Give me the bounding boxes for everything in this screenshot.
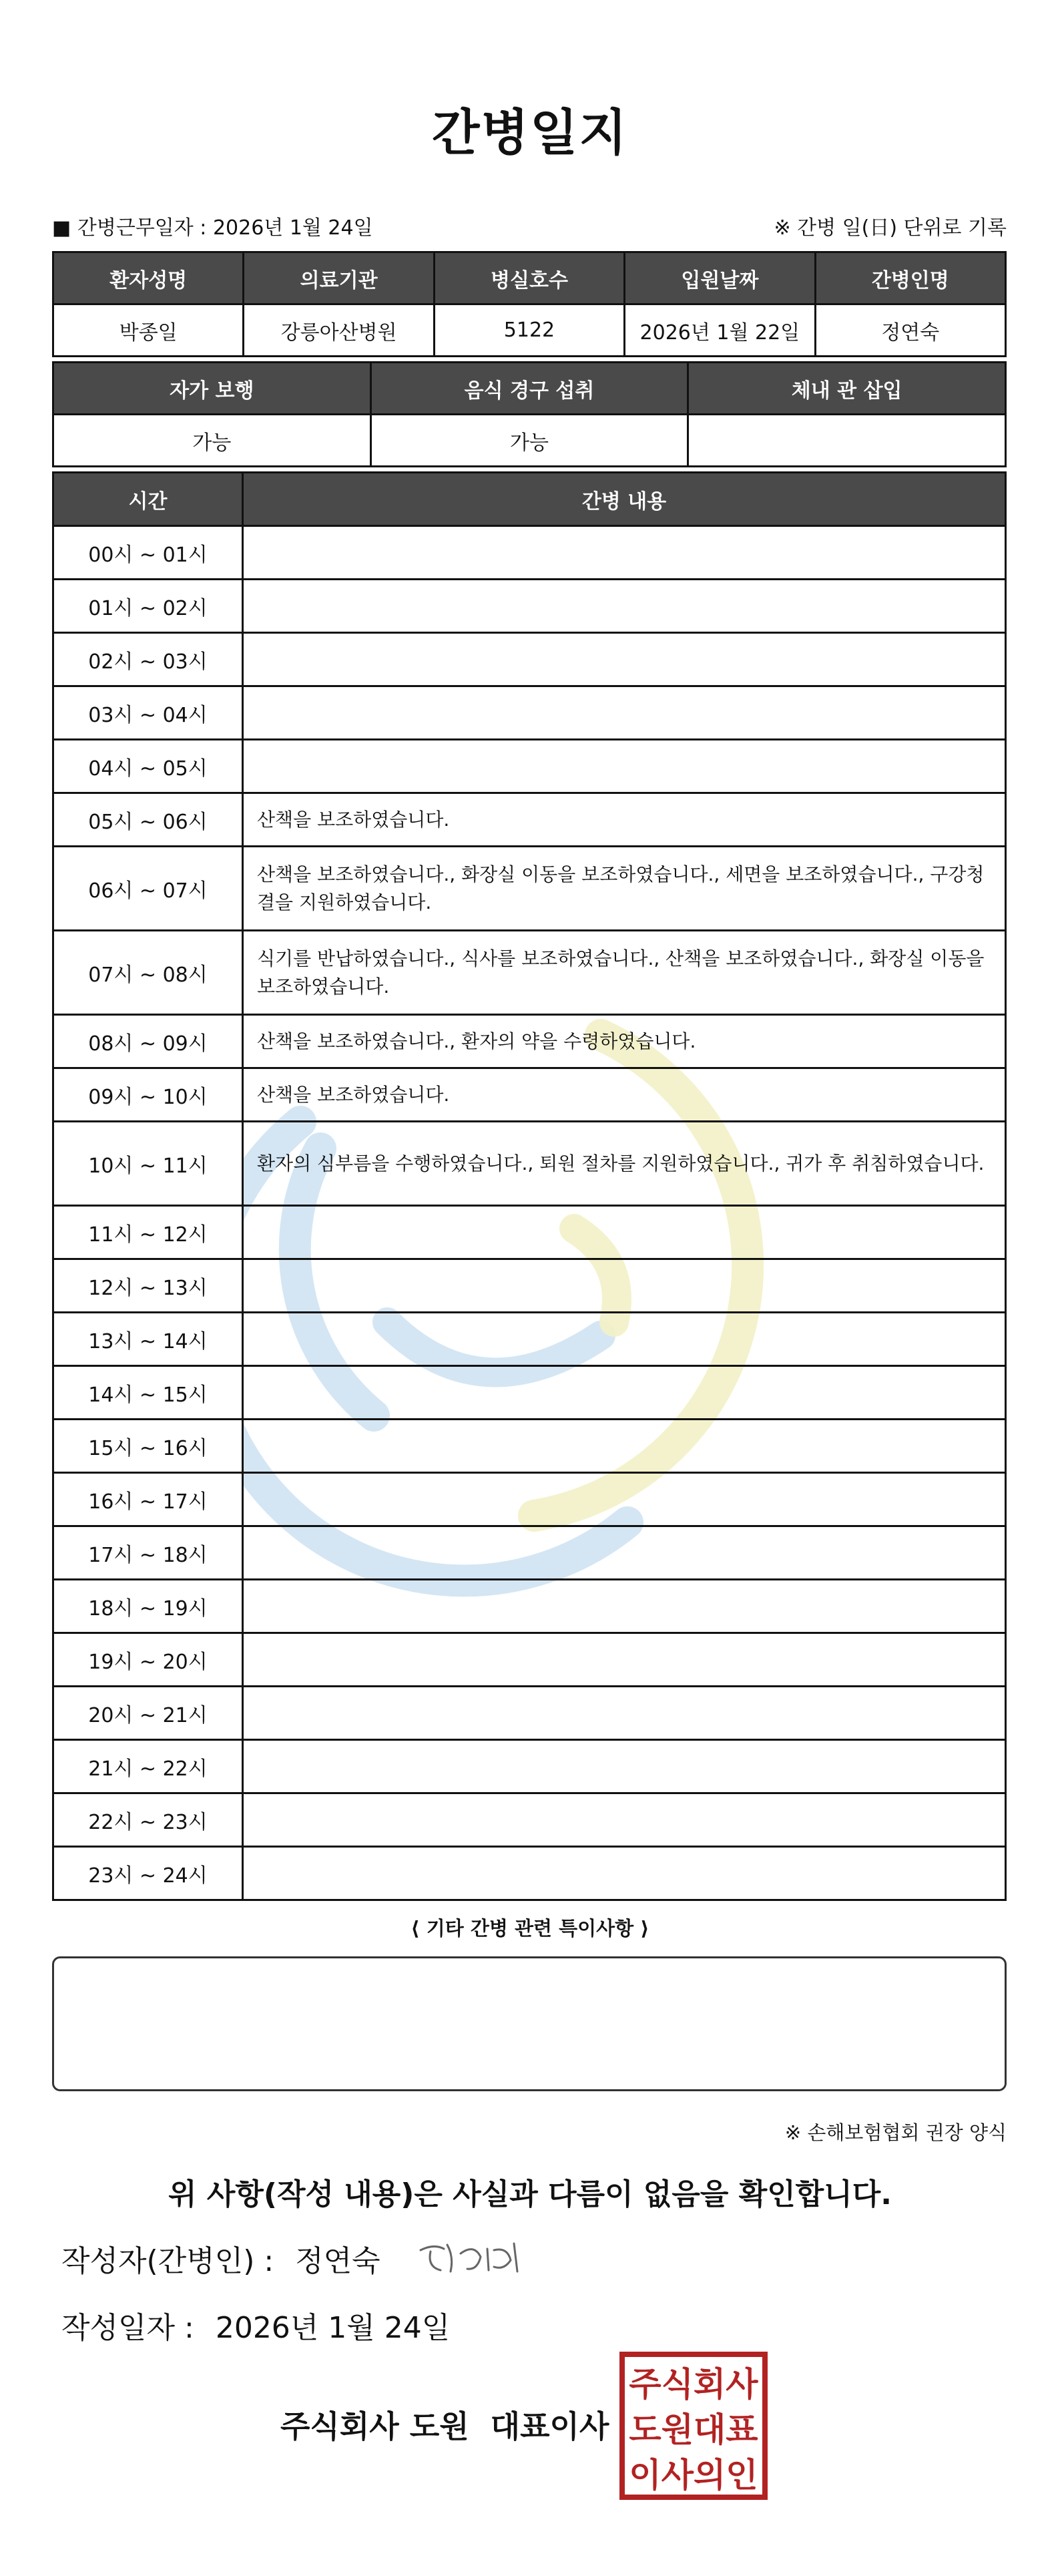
log-content [243,1633,1006,1687]
confirmation-statement: 위 사항(작성 내용)은 사실과 다름이 없음을 확인합니다. [168,2177,892,2211]
log-content [243,1420,1006,1473]
log-content [243,1313,1006,1366]
header-admission-date: 입원날짜 [625,252,815,304]
log-time: 21시 ~ 22시 [53,1740,243,1793]
log-content [243,526,1006,580]
log-row [53,1366,1006,1420]
log-time: 09시 ~ 10시 [53,1068,243,1122]
log-content [243,740,1006,793]
notes-box [52,1956,1007,2091]
log-row [53,1259,1006,1313]
log-time: 07시 ~ 08시 [53,931,243,1015]
log-content: 환자의 심부름을 수행하였습니다., 퇴원 절차를 지원하였습니다., 귀가 후 취침하였습니다. [243,1122,1006,1206]
care-log-table [52,471,1007,1901]
log-content: 산책을 보조하였습니다., 화장실 이동을 보조하였습니다., 세면을 보조하였습니다., 구강청결을 지원하였습니다. [243,847,1006,931]
log-content [243,633,1006,686]
log-content: 식기를 반납하였습니다., 식사를 보조하였습니다., 산책을 보조하였습니다., 화장실 이동을 보조하였습니다. [243,931,1006,1015]
log-row [53,1847,1006,1900]
patient-info-table [52,251,1007,357]
log-row [53,1473,1006,1526]
log-content [243,580,1006,633]
log-time: 23시 ~ 24시 [53,1847,243,1900]
meta-row [52,212,1007,239]
log-row [53,580,1006,633]
log-time: 08시 ~ 09시 [53,1015,243,1068]
log-row [53,847,1006,931]
log-time: 04시 ~ 05시 [53,740,243,793]
log-time: 10시 ~ 11시 [53,1122,243,1206]
company-representative: 주식회사 도원 대표이사 [280,2408,609,2444]
log-row [53,1740,1006,1793]
log-time: 00시 ~ 01시 [53,526,243,580]
log-row [53,1580,1006,1633]
log-body [53,526,1006,1900]
written-date-line [61,2304,450,2346]
log-row [53,633,1006,686]
company-seal-icon [618,2350,769,2501]
log-time: 11시 ~ 12시 [53,1206,243,1259]
log-row [53,1015,1006,1068]
log-content [243,686,1006,740]
header-patient-name: 환자성명 [53,252,244,304]
log-row [53,1122,1006,1206]
log-time: 17시 ~ 18시 [53,1526,243,1580]
status-header-row [53,363,1006,415]
log-time: 06시 ~ 07시 [53,847,243,931]
work-date-label: ■ 간병근무일자 : [52,216,207,240]
log-row [53,1420,1006,1473]
author-name: 정연숙 [295,2244,380,2278]
log-content [243,1473,1006,1526]
log-content [243,1847,1006,1900]
log-time: 15시 ~ 16시 [53,1420,243,1473]
header-hospital: 의료기관 [244,252,434,304]
hospital-name: 강릉아산병원 [244,304,434,357]
header-tube: 체내 관 삽입 [688,363,1006,415]
handwritten-signature-icon [414,2230,534,2284]
page-title: 간병일지 [432,104,628,162]
log-content: 산책을 보조하였습니다. [243,1068,1006,1122]
log-content [243,1580,1006,1633]
header-content: 간병 내용 [243,473,1006,526]
log-time: 13시 ~ 14시 [53,1313,243,1366]
patient-name: 박종일 [53,304,244,357]
log-row [53,1206,1006,1259]
tube-value [688,415,1006,467]
work-date [52,211,373,240]
author-line [61,2237,380,2280]
log-time: 18시 ~ 19시 [53,1580,243,1633]
patient-header-row [53,252,1006,304]
log-time: 03시 ~ 04시 [53,686,243,740]
log-row [53,793,1006,847]
walking-value: 가능 [53,415,371,467]
log-content: 산책을 보조하였습니다., 환자의 약을 수령하였습니다. [243,1015,1006,1068]
log-row [53,526,1006,580]
svg-text:도원대표: 도원대표 [629,2410,758,2449]
log-header-row [53,473,1006,526]
log-content [243,1259,1006,1313]
log-row [53,1633,1006,1687]
header-caregiver: 간병인명 [815,252,1005,304]
date-value: 2026년 1월 24일 [215,2311,451,2345]
log-time: 01시 ~ 02시 [53,580,243,633]
log-row [53,686,1006,740]
log-content: 산책을 보조하였습니다. [243,793,1006,847]
log-row [53,1313,1006,1366]
work-date-value: 2026년 1월 24일 [212,216,373,240]
log-content [243,1526,1006,1580]
oral-intake-value: 가능 [370,415,688,467]
log-row [53,1793,1006,1847]
status-value-row [53,415,1006,467]
patient-status-table [52,361,1007,467]
author-label: 작성자(간병인) : [61,2244,274,2278]
log-row [53,1687,1006,1740]
header-time: 시간 [53,473,243,526]
log-content [243,1687,1006,1740]
header-room: 병실호수 [434,252,624,304]
header-walking: 자가 보행 [53,363,371,415]
date-label: 작성일자 : [61,2311,194,2345]
patient-value-row [53,304,1006,357]
log-row [53,740,1006,793]
log-time: 16시 ~ 17시 [53,1473,243,1526]
log-time: 19시 ~ 20시 [53,1633,243,1687]
log-row [53,931,1006,1015]
log-content [243,1793,1006,1847]
log-row [53,1068,1006,1122]
log-content [243,1366,1006,1420]
log-row [53,1526,1006,1580]
notes-title: ⟨ 기타 간병 관련 특이사항 ⟩ [411,1917,649,1940]
svg-text:주식회사: 주식회사 [629,2365,758,2404]
log-time: 02시 ~ 03시 [53,633,243,686]
log-time: 14시 ~ 15시 [53,1366,243,1420]
admission-date: 2026년 1월 22일 [625,304,815,357]
log-time: 20시 ~ 21시 [53,1687,243,1740]
log-content [243,1740,1006,1793]
log-time: 12시 ~ 13시 [53,1259,243,1313]
room-number: 5122 [434,304,624,357]
log-time: 05시 ~ 06시 [53,793,243,847]
header-oral-intake: 음식 경구 섭취 [370,363,688,415]
record-unit-note: ※ 간병 일(日) 단위로 기록 [774,216,1007,240]
log-time: 22시 ~ 23시 [53,1793,243,1847]
caregiver-name: 정연숙 [815,304,1005,357]
recommendation-note: ※ 손해보험협회 권장 양식 [784,2121,1007,2144]
log-content [243,1206,1006,1259]
svg-text:이사의인: 이사의인 [629,2456,758,2495]
